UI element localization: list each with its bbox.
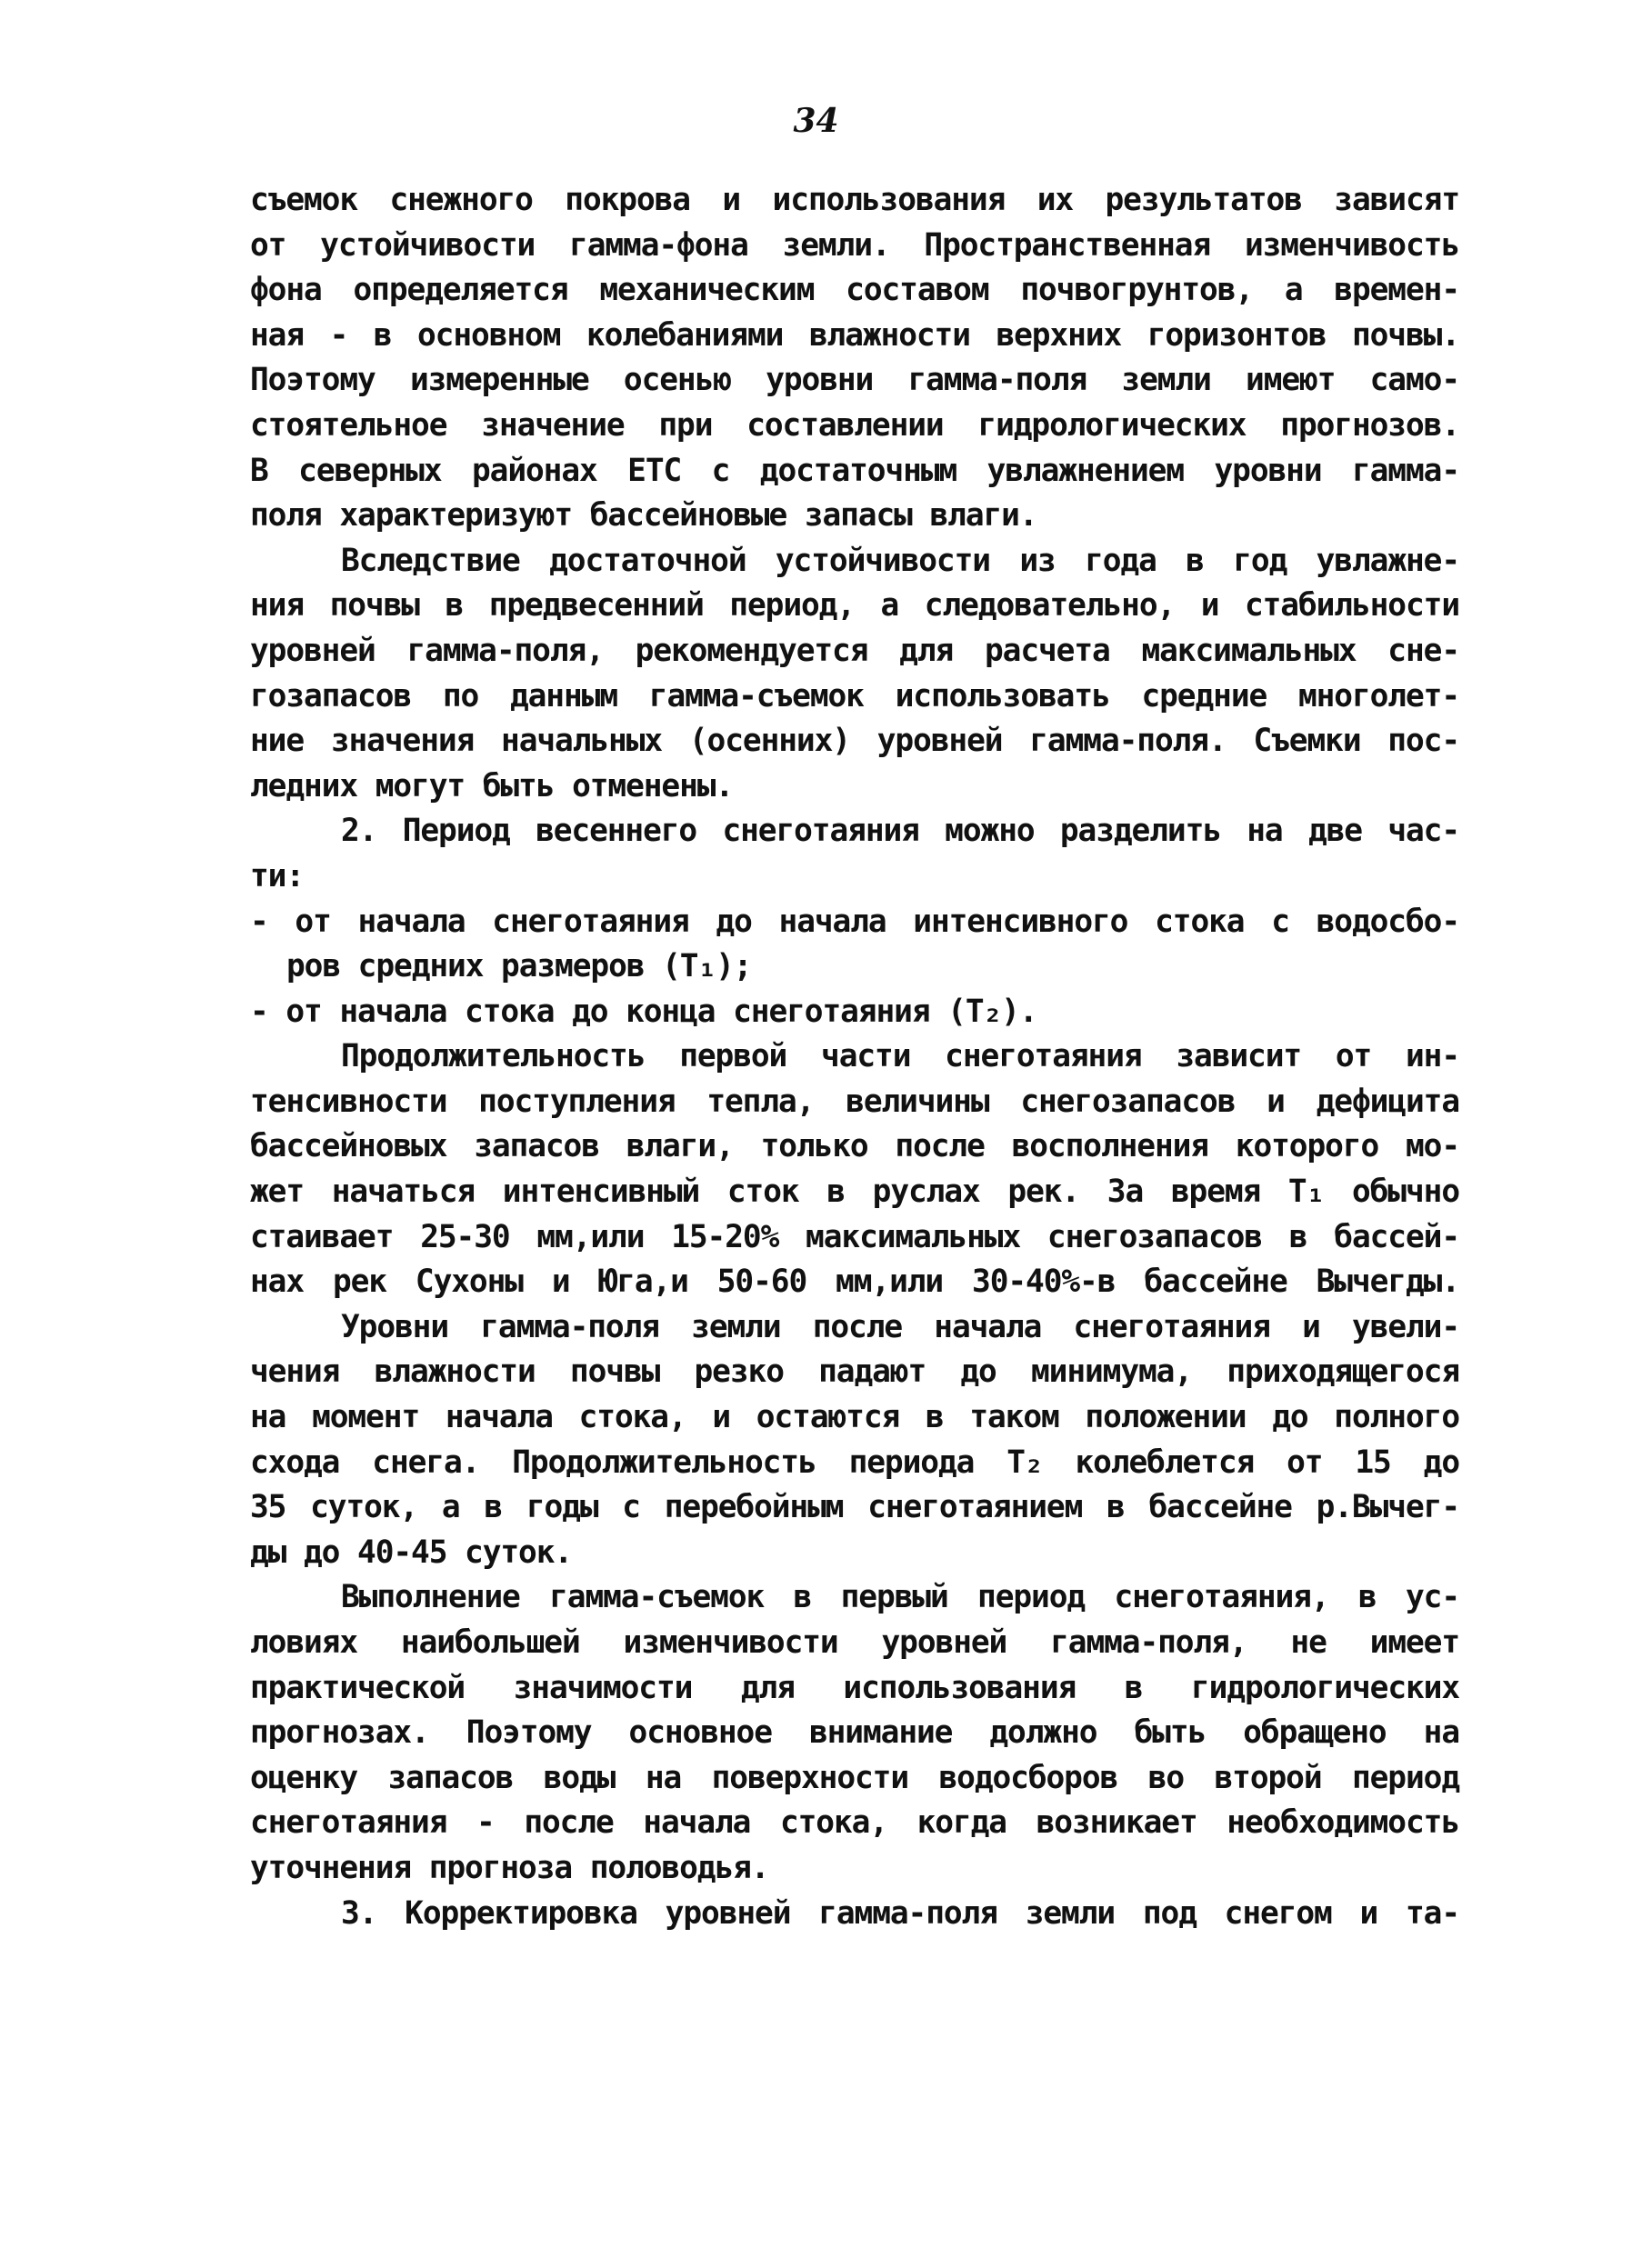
text-line: ние значения начальных (осенних) уровней гамма-поля. Съемки пос- [250,723,1459,760]
text-line: от устойчивости гамма-фона земли. Пространственная изменчивость [250,226,1459,264]
page-body [250,178,1459,1936]
text-line: 3. Корректировка уровней гамма-поля земли под снегом и та- [341,1894,1459,1932]
text-line: жет начаться интенсивный сток в руслах рек. За время T₁ обычно [250,1174,1459,1211]
text-line: уровней гамма-поля, рекомендуется для расчета максимальных сне- [250,632,1459,669]
text-line: ров средних размеров (T₁); [286,948,752,985]
paragraph [250,1892,1459,1937]
text-line: ловиях наибольшей изменчивости уровней гамма-поля, не имеет [250,1624,1459,1661]
text-line: ды до 40-45 суток. [250,1534,573,1571]
text-line: ная - в основном колебаниями влажности верхних горизонтов почвы. [250,316,1459,354]
text-line: 2. Период весеннего снеготаяния можно разделить на две час- [341,813,1459,850]
text-line: Продолжительность первой части снеготаяния зависит от ин- [341,1038,1459,1075]
page-number: 34 [793,102,839,140]
list-item [250,990,1459,1035]
text-line: Вследствие достаточной устойчивости из года в год увлажне- [341,542,1459,579]
text-line: стоятельное значение при составлении гидрологических прогнозов. [250,406,1459,444]
text-line: ледних могут быть отменены. [250,767,734,804]
text-line: снеготаяния - после начала стока, когда возникает необходимость [250,1804,1459,1842]
text-line: оценку запасов воды на поверхности водосборов во второй период [250,1759,1459,1796]
text-line: - от начала стока до конца снеготаяния (T₂). [250,993,1037,1030]
text-line: на момент начала стока, и остаются в таком положении до полного [250,1399,1459,1436]
text-line: тенсивности поступления тепла, величины снегозапасов и дефицита [250,1083,1459,1120]
text-line: бассейновых запасов влаги, только после восполнения которого мо- [250,1128,1459,1165]
text-line: нах рек Сухоны и Юга,и 50-60 мм,или 30-40%-в бассейне Вычегды. [250,1264,1459,1301]
paragraph [250,539,1459,810]
text-line: гозапасов по данным гамма-съемок использовать средние многолет- [250,677,1459,714]
text-line: уточнения прогноза половодья. [250,1849,769,1886]
text-line: прогнозах. Поэтому основное внимание должно быть обращено на [250,1714,1459,1752]
paragraph [250,1575,1459,1891]
text-line: Поэтому измеренные осенью уровни гамма-поля земли имеют само- [250,362,1459,399]
text-line: 35 суток, а в годы с перебойным снеготаянием в бассейне р.Вычег- [250,1489,1459,1526]
text-line: стаивает 25-30 мм,или 15-20% максимальных снегозапасов в бассей- [250,1218,1459,1255]
text-line: поля характеризуют бассейновые запасы влаги. [250,497,1037,535]
list-item [250,900,1459,990]
text-line: съемок снежного покрова и использования их результатов зависят [250,182,1459,218]
text-line: ния почвы в предвесенний период, а следовательно, и стабильности [250,587,1459,624]
text-line: схода снега. Продолжительность периода T₂ колеблется от 15 до [250,1444,1459,1481]
text-line: Уровни гамма-поля земли после начала снеготаяния и увели- [341,1308,1459,1345]
text-line: фона определяется механическим составом почвогрунтов, а времен- [250,272,1459,309]
paragraph [250,1305,1459,1576]
paragraph [250,178,1459,539]
text-line: практической значимости для использования в гидрологических [250,1669,1459,1706]
text-line: Выполнение гамма-съемок в первый период снеготаяния, в ус- [341,1579,1459,1616]
paragraph [250,1034,1459,1305]
text-line: чения влажности почвы резко падают до минимума, приходящегося [250,1354,1459,1391]
text-line: ти: [250,857,305,894]
text-line: - от начала снеготаяния до начала интенсивного стока с водосбо- [250,903,1459,940]
paragraph [250,809,1459,899]
text-line: В северных районах ЕТС с достаточным увлажнением уровни гамма- [250,452,1459,489]
